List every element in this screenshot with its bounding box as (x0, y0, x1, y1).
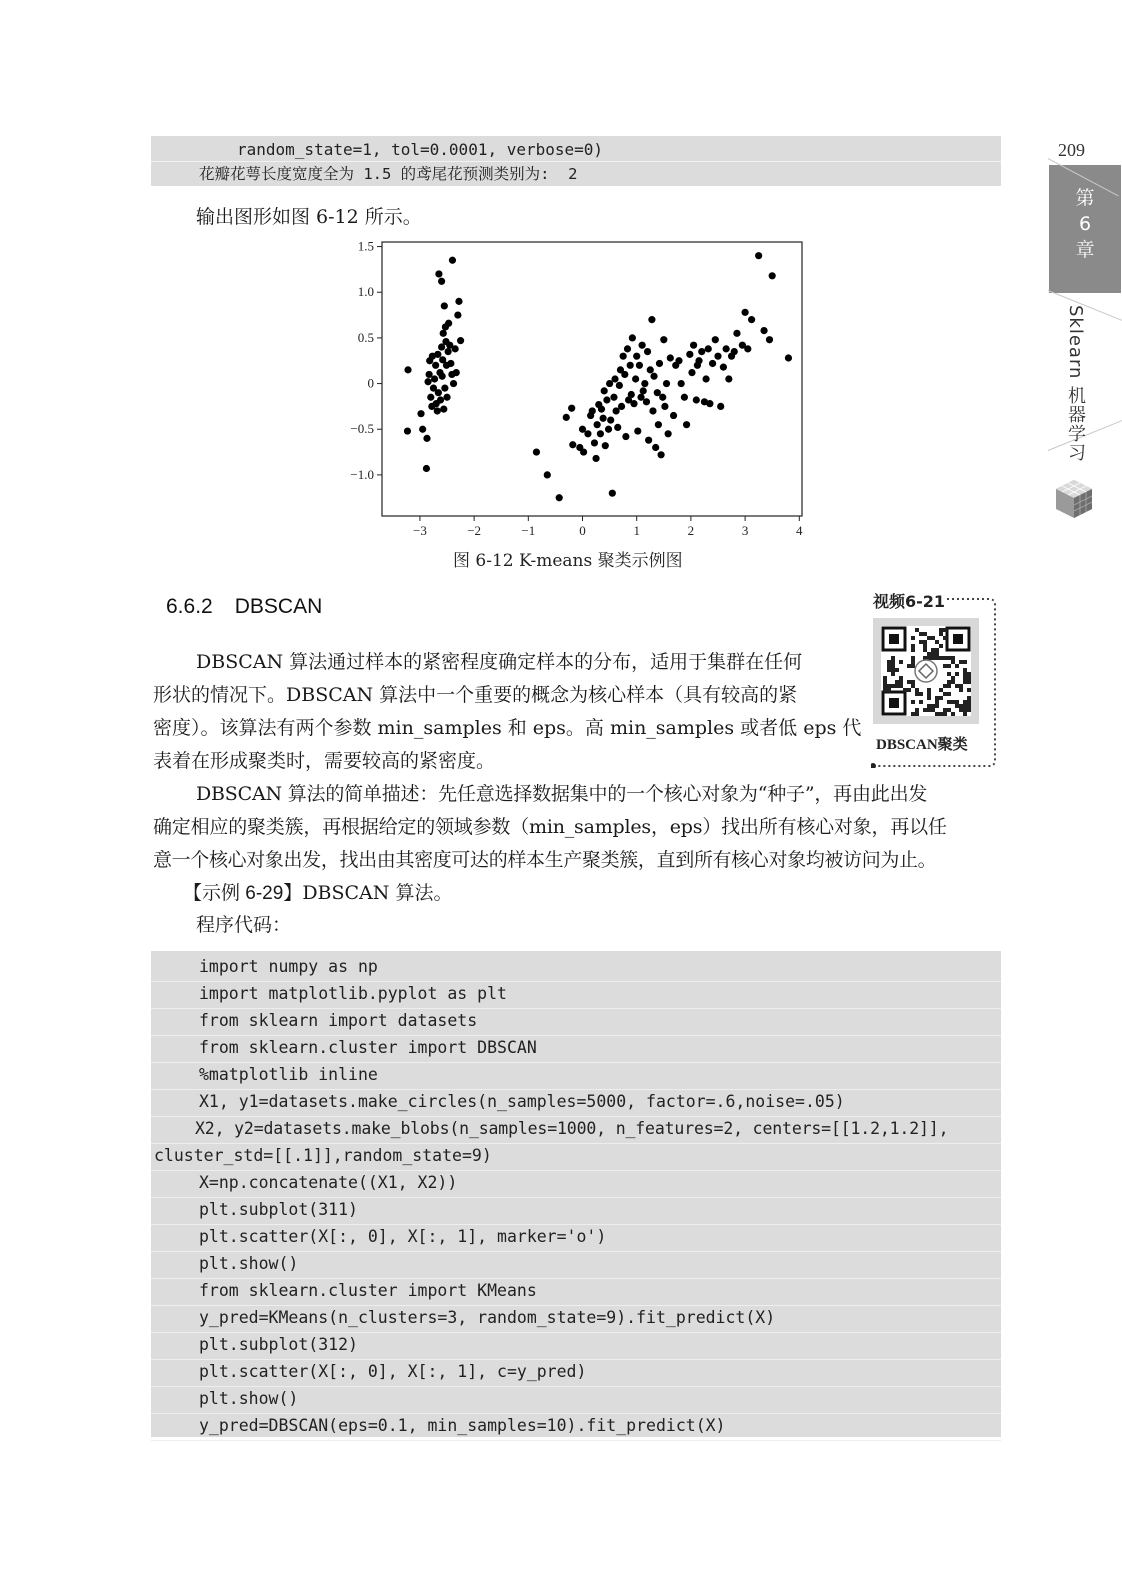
code-row (151, 1144, 1001, 1171)
data-point (702, 375, 709, 382)
data-point (720, 364, 727, 371)
data-point (629, 334, 636, 341)
x-tick-label: 3 (741, 523, 749, 538)
y-tick-label: 1.0 (357, 284, 374, 300)
intro-text: 输出图形如图 6-12 所示。 (196, 206, 422, 228)
data-point (695, 357, 702, 364)
kmeans-scatter-chart (340, 232, 810, 544)
code-line: X1, y1=datasets.make_circles(n_samples=5000, factor=.6,noise=.05) (199, 1092, 845, 1111)
x-tick-label: 2 (687, 523, 695, 538)
data-point (453, 369, 460, 376)
data-point (639, 342, 646, 349)
data-point (594, 421, 601, 428)
data-point (741, 309, 748, 316)
code-line: y_pred=KMeans(n_clusters=3, random_state=9).fit_predict(X) (199, 1308, 776, 1327)
code-line: plt.subplot(311) (199, 1200, 358, 1219)
code-row (151, 1198, 1001, 1225)
data-point (450, 380, 457, 387)
data-point (705, 345, 712, 352)
chapter-tab-char: 6 (1078, 213, 1092, 235)
data-point (634, 427, 641, 434)
plot-frame (382, 242, 802, 516)
page-number: 209 (1058, 140, 1085, 160)
data-point (645, 437, 652, 444)
code-row (151, 1090, 1001, 1117)
data-point (650, 373, 657, 380)
data-point (427, 394, 434, 401)
section-number: 6.6.2 (166, 595, 213, 618)
data-point (603, 396, 610, 403)
code-line: from sklearn import datasets (199, 1011, 478, 1030)
data-point (598, 406, 605, 413)
data-point (424, 378, 431, 385)
chapter-tab (1049, 165, 1121, 293)
y-tick-label: −0.5 (350, 421, 374, 437)
example-heading (183, 877, 452, 910)
code-row (151, 1252, 1001, 1279)
x-tick-label: −2 (467, 523, 482, 538)
data-point (589, 407, 596, 414)
data-point (755, 252, 762, 259)
data-point (419, 426, 426, 433)
data-point (652, 444, 659, 451)
data-point (670, 412, 677, 419)
data-point (533, 448, 540, 455)
x-tick-label: 1 (633, 523, 640, 538)
data-point (731, 348, 738, 355)
code-line: plt.subplot(312) (199, 1335, 358, 1354)
code-line: import matplotlib.pyplot as plt (199, 984, 507, 1003)
code-line: X=np.concatenate((X1, X2)) (199, 1173, 458, 1192)
data-point (600, 415, 607, 422)
figure-caption: 图 6-12 K-means 聚类示例图 (453, 551, 683, 571)
data-point (656, 360, 663, 367)
data-point (618, 403, 625, 410)
data-point (437, 396, 444, 403)
data-point (706, 400, 713, 407)
code-row (151, 1414, 1001, 1441)
data-point (556, 494, 563, 501)
y-tick-label: 0 (367, 375, 374, 391)
data-point (785, 354, 792, 361)
data-point (748, 316, 755, 323)
paragraph-line: 意一个核心对象出发，找出由其密度可达的样本生产聚类簇，直到所有核心对象均被访问为止。 (153, 849, 937, 871)
data-point (563, 414, 570, 421)
data-point (438, 278, 445, 285)
data-point (609, 490, 616, 497)
data-point (640, 387, 647, 394)
chapter-tab-char: 章 (1075, 239, 1095, 261)
data-point (621, 371, 628, 378)
y-tick-label: −1.0 (350, 466, 374, 482)
data-point (601, 387, 608, 394)
data-point (723, 345, 730, 352)
data-point (602, 442, 609, 449)
code-row (151, 982, 1001, 1009)
video-caption: DBSCAN聚类 (876, 737, 968, 753)
data-point (445, 320, 452, 327)
data-point (605, 426, 612, 433)
code-row (151, 1333, 1001, 1360)
paragraph-line: 形状的情况下。DBSCAN 算法中一个重要的概念为核心样本（具有较高的紧 (153, 684, 798, 706)
data-point (678, 380, 685, 387)
data-point (445, 348, 452, 355)
data-point (641, 380, 648, 387)
qr-code-icon (873, 618, 979, 724)
x-tick-label: 0 (579, 523, 586, 538)
y-tick-label: 0.5 (357, 329, 374, 345)
data-point (630, 400, 637, 407)
data-point (698, 348, 705, 355)
video-label: 视频6-21 (873, 592, 946, 611)
paragraph-line: 密度）。该算法有两个参数 min_samples 和 eps。高 min_samples 或者低 eps 代 (153, 717, 862, 739)
paragraph-line: 确定相应的聚类簇，再根据给定的领域参数（min_samples，eps）找出所有核心对象，再以任 (153, 816, 947, 838)
data-point (690, 342, 697, 349)
data-point (648, 316, 655, 323)
data-point (434, 407, 441, 414)
data-point (709, 360, 716, 367)
data-point (620, 353, 627, 360)
data-point (435, 270, 442, 277)
code-line: %matplotlib inline (199, 1065, 378, 1084)
data-point (440, 406, 447, 413)
code-line: from sklearn.cluster import KMeans (199, 1281, 537, 1300)
data-point (591, 439, 598, 446)
data-point (423, 465, 430, 472)
section-title: DBSCAN (234, 595, 323, 618)
paragraph-line: 表着在形成聚类时，需要较高的紧密度。 (153, 750, 496, 772)
section-heading (166, 595, 322, 619)
data-point (457, 337, 464, 344)
data-point (454, 311, 461, 318)
data-point (439, 373, 446, 380)
data-point (449, 257, 456, 264)
data-point (717, 403, 724, 410)
data-point (657, 451, 664, 458)
data-point (633, 353, 640, 360)
code-line: X2, y2=datasets.make_blobs(n_samples=1000, n_features=2, centers=[[1.2,1.2]], (195, 1119, 949, 1138)
data-point (440, 330, 447, 337)
data-point (733, 330, 740, 337)
paragraph-line: DBSCAN 算法通过样本的紧密程度确定样本的分布，适用于集群在任何 (196, 651, 803, 673)
data-point (441, 385, 448, 392)
data-point (423, 435, 430, 442)
data-point (675, 357, 682, 364)
data-point (665, 430, 672, 437)
data-point (760, 327, 767, 334)
data-point (452, 345, 459, 352)
data-point (655, 421, 662, 428)
data-point (404, 366, 411, 373)
data-point (417, 410, 424, 417)
data-point (597, 430, 604, 437)
data-point (712, 336, 719, 343)
code-line: cluster_std=[[.1]],random_state=9) (154, 1146, 492, 1165)
data-point (725, 375, 732, 382)
code-line: from sklearn.cluster import DBSCAN (199, 1038, 537, 1057)
data-point (584, 430, 591, 437)
data-point (769, 272, 776, 279)
code-row (151, 1225, 1001, 1252)
code-row (151, 1009, 1001, 1036)
data-point (568, 405, 575, 412)
data-point (693, 396, 700, 403)
data-point (683, 421, 690, 428)
data-point (647, 366, 654, 373)
data-point (660, 336, 667, 343)
data-point (616, 382, 623, 389)
data-point (661, 403, 668, 410)
data-point (744, 345, 751, 352)
code-line: plt.scatter(X[:, 0], X[:, 1], marker='o') (199, 1227, 607, 1246)
code-line: plt.show() (199, 1389, 299, 1408)
data-point (686, 351, 693, 358)
code-line: y_pred=DBSCAN(eps=0.1, min_samples=10).fit_predict(X) (199, 1416, 726, 1435)
data-point (624, 345, 631, 352)
code-row (151, 1117, 1001, 1144)
data-point (580, 448, 587, 455)
data-point (681, 394, 688, 401)
code-row (151, 1036, 1001, 1063)
code-output-line: 花瓣花萼长度宽度全为 1.5 的鸢尾花预测类别为: 2 (199, 165, 578, 183)
data-point (649, 407, 656, 414)
data-point (611, 375, 618, 382)
code-block (151, 951, 1001, 1437)
data-point (627, 362, 634, 369)
cube-logo-icon (1054, 478, 1094, 520)
qr-code[interactable] (873, 618, 979, 724)
data-point (607, 417, 614, 424)
x-tick-label: −1 (521, 523, 536, 538)
data-point (714, 353, 721, 360)
code-line: plt.scatter(X[:, 0], X[:, 1], c=y_pred) (199, 1362, 587, 1381)
code-block-top (151, 136, 1001, 186)
data-point (667, 354, 674, 361)
x-tick-label: 4 (796, 523, 803, 538)
code-intro: 程序代码： (196, 914, 292, 936)
data-point (610, 394, 617, 401)
example-text: DBSCAN 算法。 (302, 882, 453, 904)
code-line: import numpy as np (199, 957, 378, 976)
data-point (659, 394, 666, 401)
code-row (151, 955, 1001, 982)
data-point (431, 375, 438, 382)
data-point (622, 433, 629, 440)
data-point (643, 398, 650, 405)
chapter-title: Sklearn 机器学习 (1065, 305, 1086, 463)
code-line: random_state=1, tol=0.0001, verbose=0) (237, 140, 604, 159)
code-line: plt.show() (199, 1254, 299, 1273)
data-point (688, 369, 695, 376)
y-tick-label: 1.5 (357, 238, 374, 254)
data-point (435, 389, 442, 396)
data-point (636, 362, 643, 369)
data-point (544, 471, 551, 478)
data-point (443, 394, 450, 401)
data-point (614, 424, 621, 431)
data-point (592, 455, 599, 462)
paragraph-line: DBSCAN 算法的简单描述：先任意选择数据集中的一个核心对象为“种子”，再由此出发 (196, 783, 928, 805)
data-point (455, 298, 462, 305)
data-point (447, 360, 454, 367)
data-point (644, 348, 651, 355)
code-row (151, 1360, 1001, 1387)
chapter-tab-char: 第 (1075, 187, 1095, 209)
data-point (404, 427, 411, 434)
data-point (432, 362, 439, 369)
code-row (151, 1387, 1001, 1414)
example-label: 【示例 6-29】 (183, 883, 303, 904)
data-point (434, 351, 441, 358)
code-row (151, 1279, 1001, 1306)
data-point (569, 441, 576, 448)
data-point (628, 391, 635, 398)
x-tick-label: −3 (413, 523, 427, 538)
code-row (151, 1306, 1001, 1333)
data-point (632, 375, 639, 382)
code-row (151, 1063, 1001, 1090)
data-point (441, 302, 448, 309)
data-point (766, 336, 773, 343)
data-point (663, 380, 670, 387)
code-row (151, 1171, 1001, 1198)
